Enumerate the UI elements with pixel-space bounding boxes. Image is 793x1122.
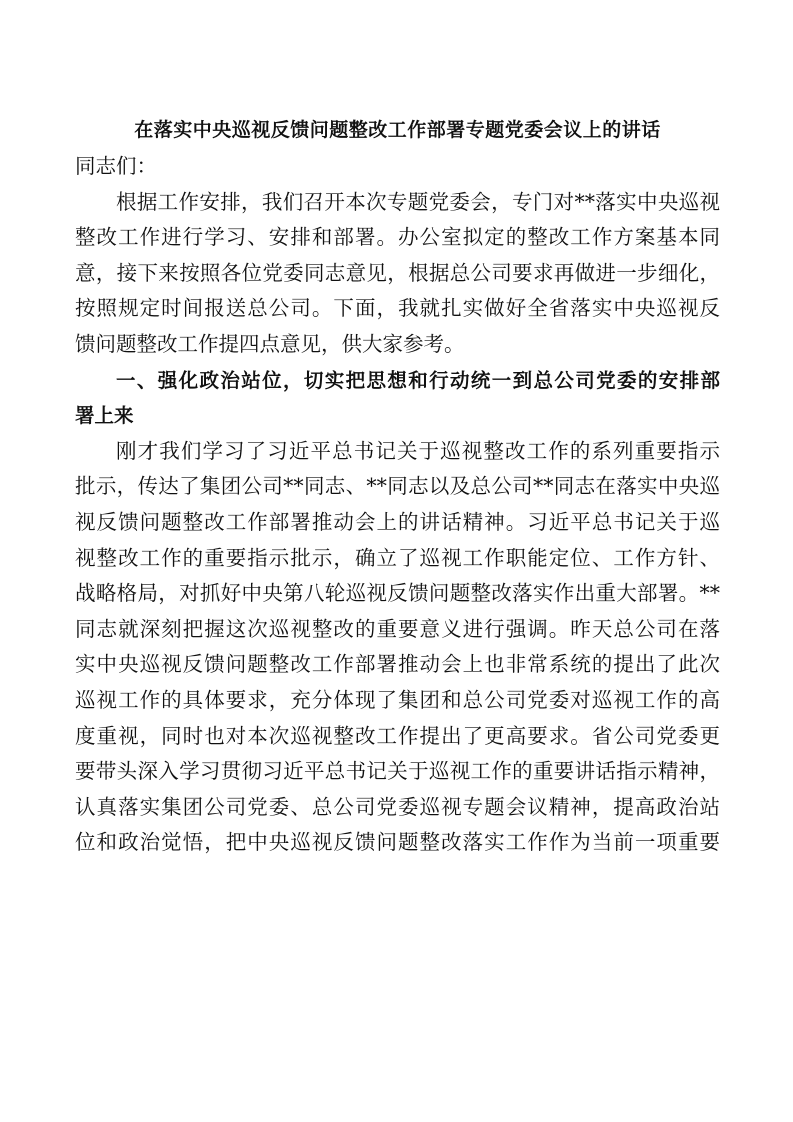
- paragraph-line: 认真落实集团公司党委、总公司党委巡视专题会议精神，提高政治站: [75, 794, 720, 819]
- paragraph-line: 巡视工作的具体要求，充分体现了集团和总公司党委对巡视工作的高: [75, 687, 720, 712]
- paragraph-line: 战略格局，对抓好中央第八轮巡视反馈问题整改落实作出重大部署。**: [75, 581, 720, 606]
- paragraph-1: [75, 185, 720, 363]
- paragraph-line: 实中央巡视反馈问题整改工作部署推动会上也非常系统的提出了此次: [75, 652, 720, 677]
- paragraph-line: 馈问题整改工作提四点意见，供大家参考。: [75, 331, 465, 356]
- greeting: 同志们：: [75, 154, 157, 178]
- paragraph-line: 根据工作安排，我们召开本次专题党委会，专门对**落实中央巡视: [116, 189, 720, 214]
- paragraph-line: 刚才我们学习了习近平总书记关于巡视整改工作的系列重要指示: [116, 438, 720, 463]
- document-title: 在落实中央巡视反馈问题整改工作部署专题党委会议上的讲话: [134, 119, 661, 141]
- section-heading-1: [75, 363, 720, 434]
- heading-line: 署上来: [75, 404, 134, 428]
- paragraph-2: [75, 434, 720, 861]
- paragraph-line: 按照规定时间报送总公司。下面，我就扎实做好全省落实中央巡视反: [75, 296, 720, 321]
- paragraph-line: 同志就深刻把握这次巡视整改的重要意义进行强调。昨天总公司在落: [75, 616, 720, 641]
- paragraph-line: 视整改工作的重要指示批示，确立了巡视工作职能定位、工作方针、: [75, 545, 720, 570]
- paragraph-line: 要带头深入学习贯彻习近平总书记关于巡视工作的重要讲话指示精神，: [75, 759, 720, 784]
- paragraph-line: 视反馈问题整改工作部署推动会上的讲话精神。习近平总书记关于巡: [75, 509, 720, 534]
- paragraph-line: 度重视，同时也对本次巡视整改工作提出了更高要求。省公司党委更: [75, 723, 720, 748]
- paragraph-line: 意，接下来按照各位党委同志意见，根据总公司要求再做进一步细化，: [75, 260, 720, 285]
- document-page: [75, 112, 720, 861]
- heading-line: 一、强化政治站位，切实把思想和行动统一到总公司党委的安排部: [116, 368, 720, 392]
- paragraph-line: 批示，传达了集团公司**同志、**同志以及总公司**同志在落实中央巡: [75, 474, 720, 499]
- paragraph-line: 位和政治觉悟，把中央巡视反馈问题整改落实工作作为当前一项重要: [75, 830, 720, 855]
- paragraph-line: 整改工作进行学习、安排和部署。办公室拟定的整改工作方案基本同: [75, 225, 720, 250]
